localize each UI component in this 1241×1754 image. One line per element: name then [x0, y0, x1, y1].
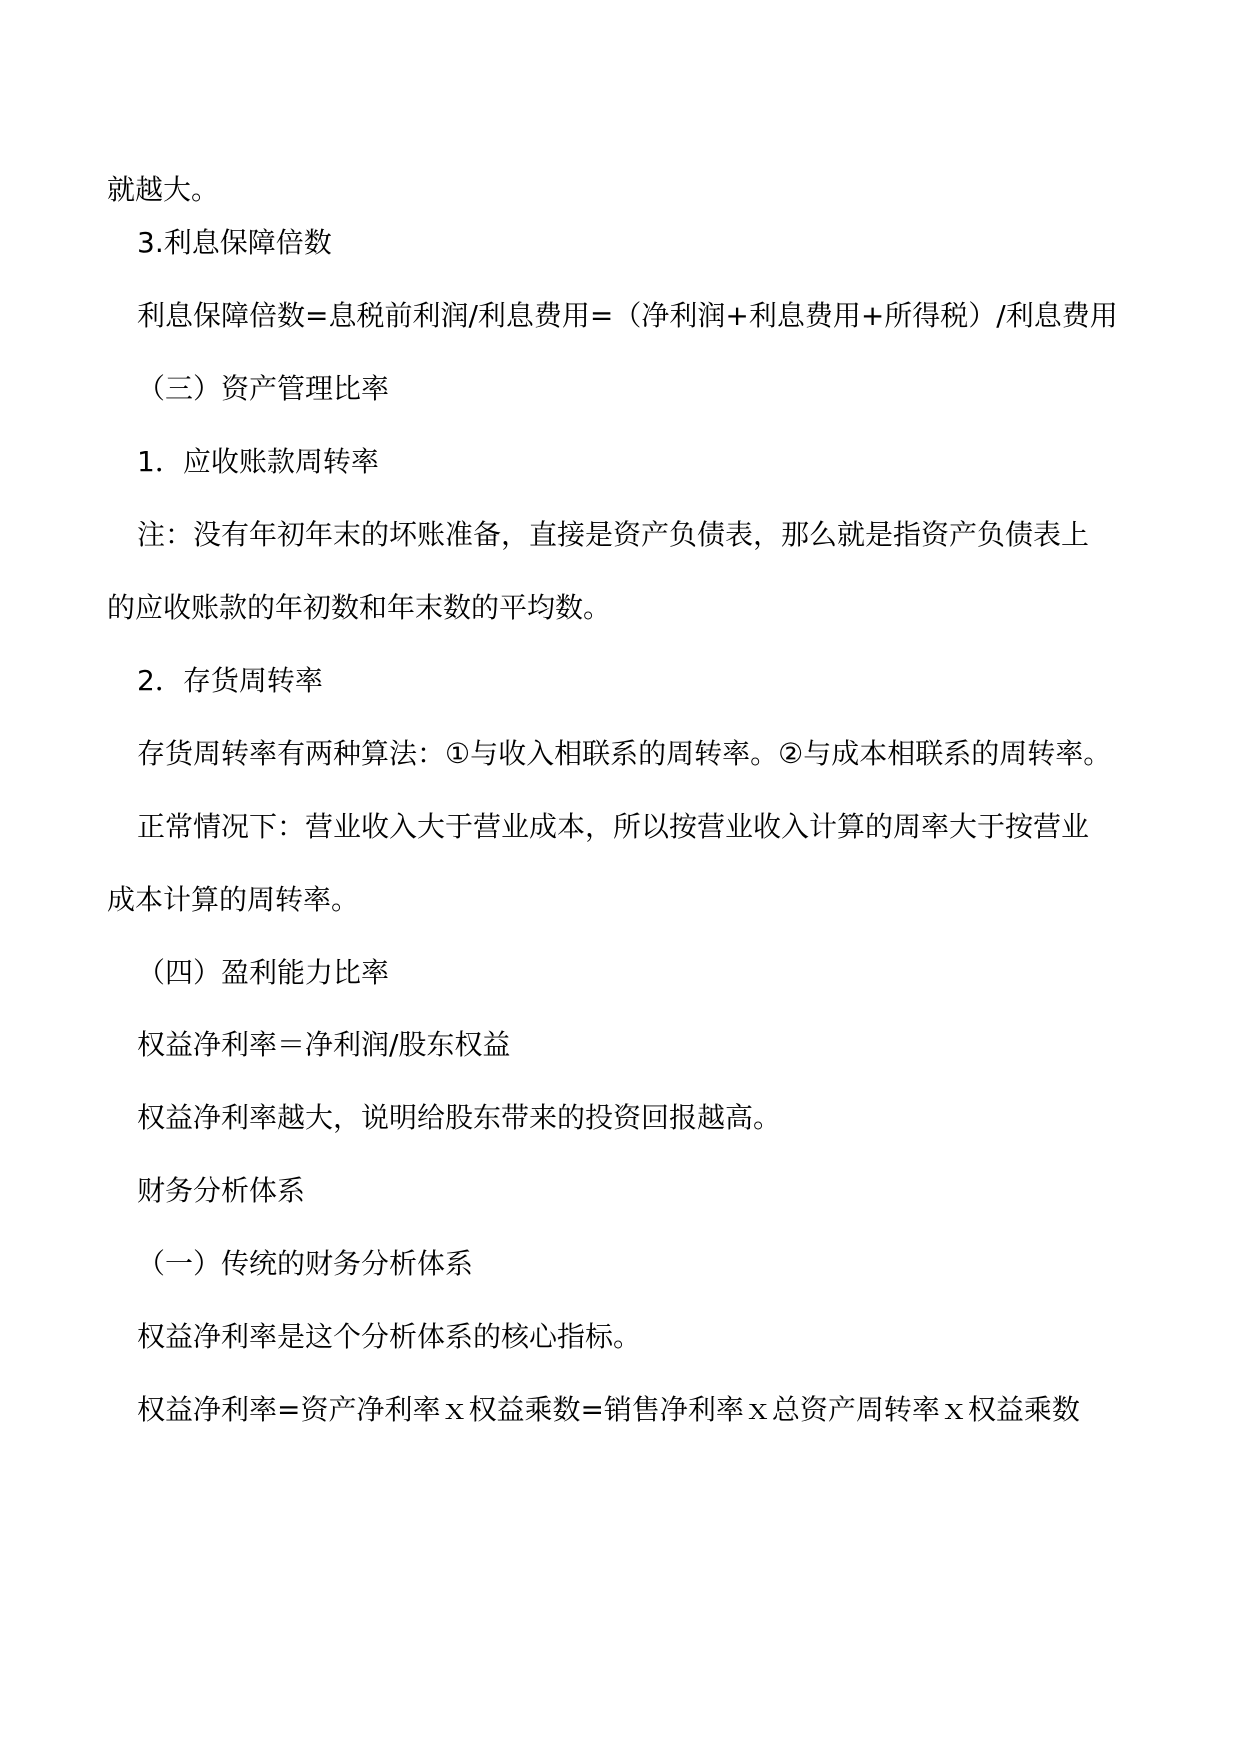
paragraph-line: 存货周转率有两种算法：①与收入相联系的周转率。②与成本相联系的周转率。	[137, 737, 1112, 770]
paragraph-line: 成本计算的周转率。	[107, 883, 360, 916]
paragraph-line: 权益净利率越大，说明给股东带来的投资回报越高。	[137, 1101, 782, 1134]
section-heading: （四）盈利能力比率	[137, 956, 390, 989]
section-heading: 1．应收账款周转率	[137, 445, 379, 478]
formula-line: 权益净利率=资产净利率ｘ权益乘数=销售净利率ｘ总资产周转率ｘ权益乘数	[137, 1393, 1080, 1426]
paragraph-line: 权益净利率是这个分析体系的核心指标。	[137, 1320, 642, 1353]
section-heading: 财务分析体系	[137, 1174, 306, 1207]
formula-line: 权益净利率＝净利润/股东权益	[137, 1028, 511, 1061]
paragraph-line: 的应收账款的年初数和年末数的平均数。	[107, 591, 612, 624]
section-heading: （三）资产管理比率	[137, 372, 390, 405]
section-heading: 2．存货周转率	[137, 664, 323, 697]
section-heading: 3.利息保障倍数	[137, 226, 332, 259]
paragraph-line: 注：没有年初年末的坏账准备，直接是资产负债表，那么就是指资产负债表上	[137, 518, 1090, 551]
paragraph-line: 就越大。	[107, 173, 220, 206]
section-heading: （一）传统的财务分析体系	[137, 1247, 474, 1280]
formula-line: 利息保障倍数=息税前利润/利息费用=（净利润+利息费用+所得税）/利息费用	[137, 299, 1118, 332]
paragraph-line: 正常情况下：营业收入大于营业成本，所以按营业收入计算的周率大于按营业	[137, 810, 1090, 843]
